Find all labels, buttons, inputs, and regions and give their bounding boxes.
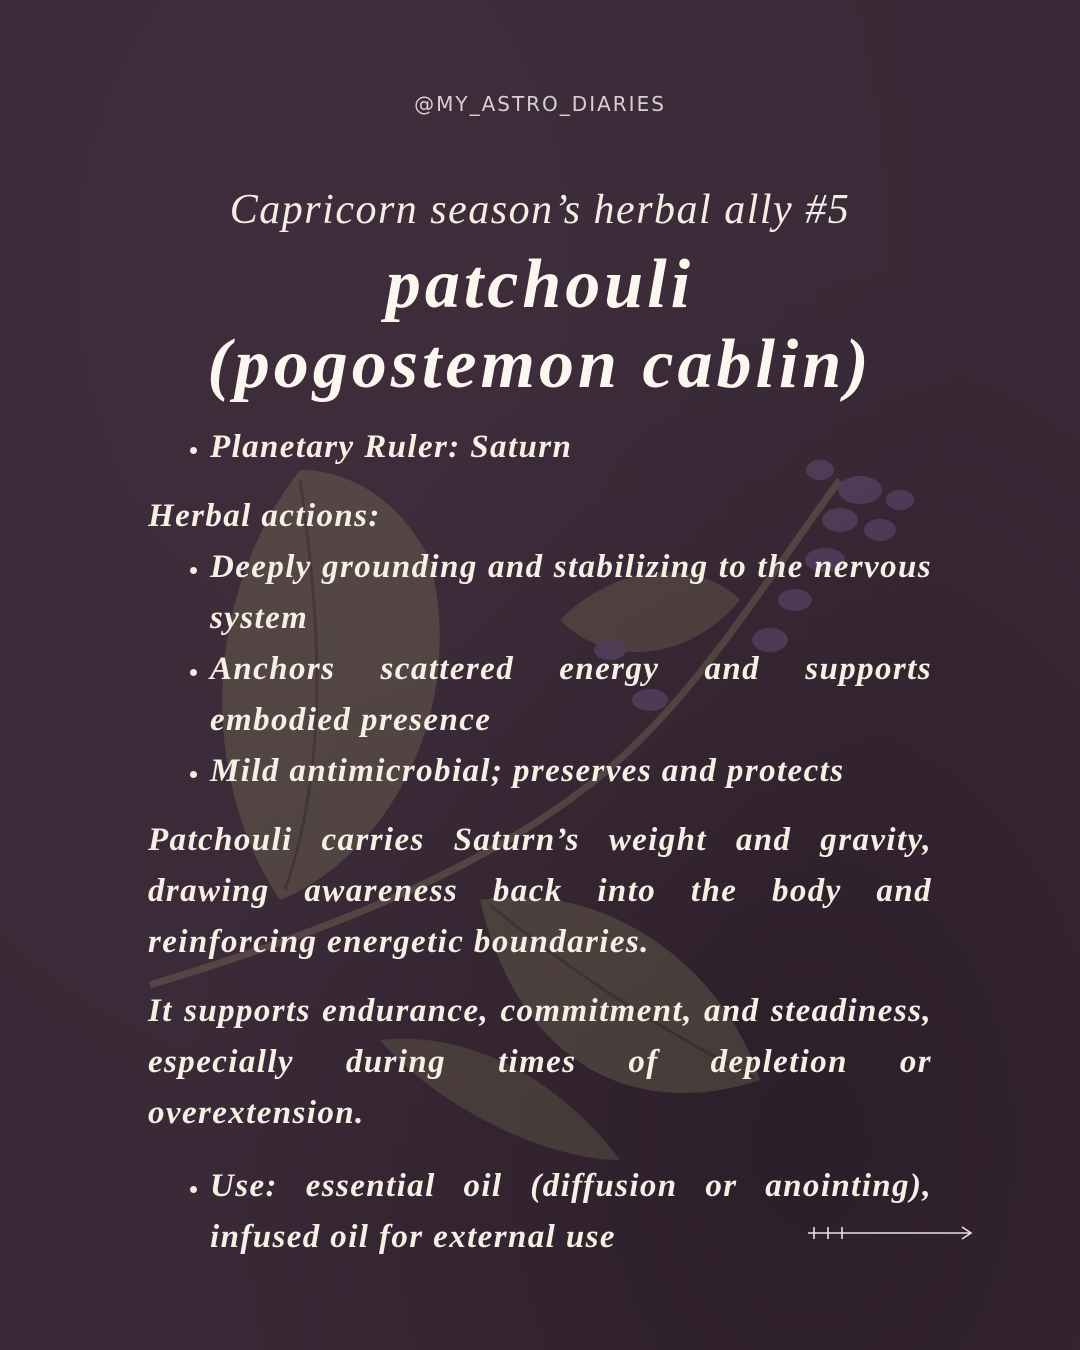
list-item: • Mild antimicrobial; preserves and protects: [210, 746, 932, 797]
planetary-ruler: • Planetary Ruler: Saturn: [210, 422, 932, 473]
ruler-list: [148, 422, 932, 473]
next-arrow-icon[interactable]: [806, 1222, 974, 1244]
paragraph-endurance: It supports endurance, commitment, and steadiness, especially during times of depletion or overextension.: [148, 993, 932, 1131]
actions-list: [148, 542, 932, 797]
paragraph-saturn: Patchouli carries Saturn’s weight and gravity, drawing awareness back into the body and reinforcing energetic boundaries.: [148, 822, 932, 960]
list-item: • Deeply grounding and stabilizing to the nervous system: [210, 542, 932, 644]
title-line-1: patchouli: [385, 246, 695, 323]
actions-heading: Herbal actions:: [148, 498, 381, 534]
page-title: [0, 245, 1080, 405]
usage-item: • Use: essential oil (diffusion or anointing), infused oil for external use: [210, 1161, 932, 1263]
use-list: [148, 1161, 932, 1263]
main-content: [148, 422, 932, 1263]
account-handle: @MY_ASTRO_DIARIES: [414, 92, 666, 116]
title-line-2: (pogostemon cablin): [207, 326, 873, 403]
list-item: • Anchors scattered energy and supports embodied presence: [210, 644, 932, 746]
post-subtitle: Capricorn season’s herbal ally #5: [229, 187, 851, 233]
